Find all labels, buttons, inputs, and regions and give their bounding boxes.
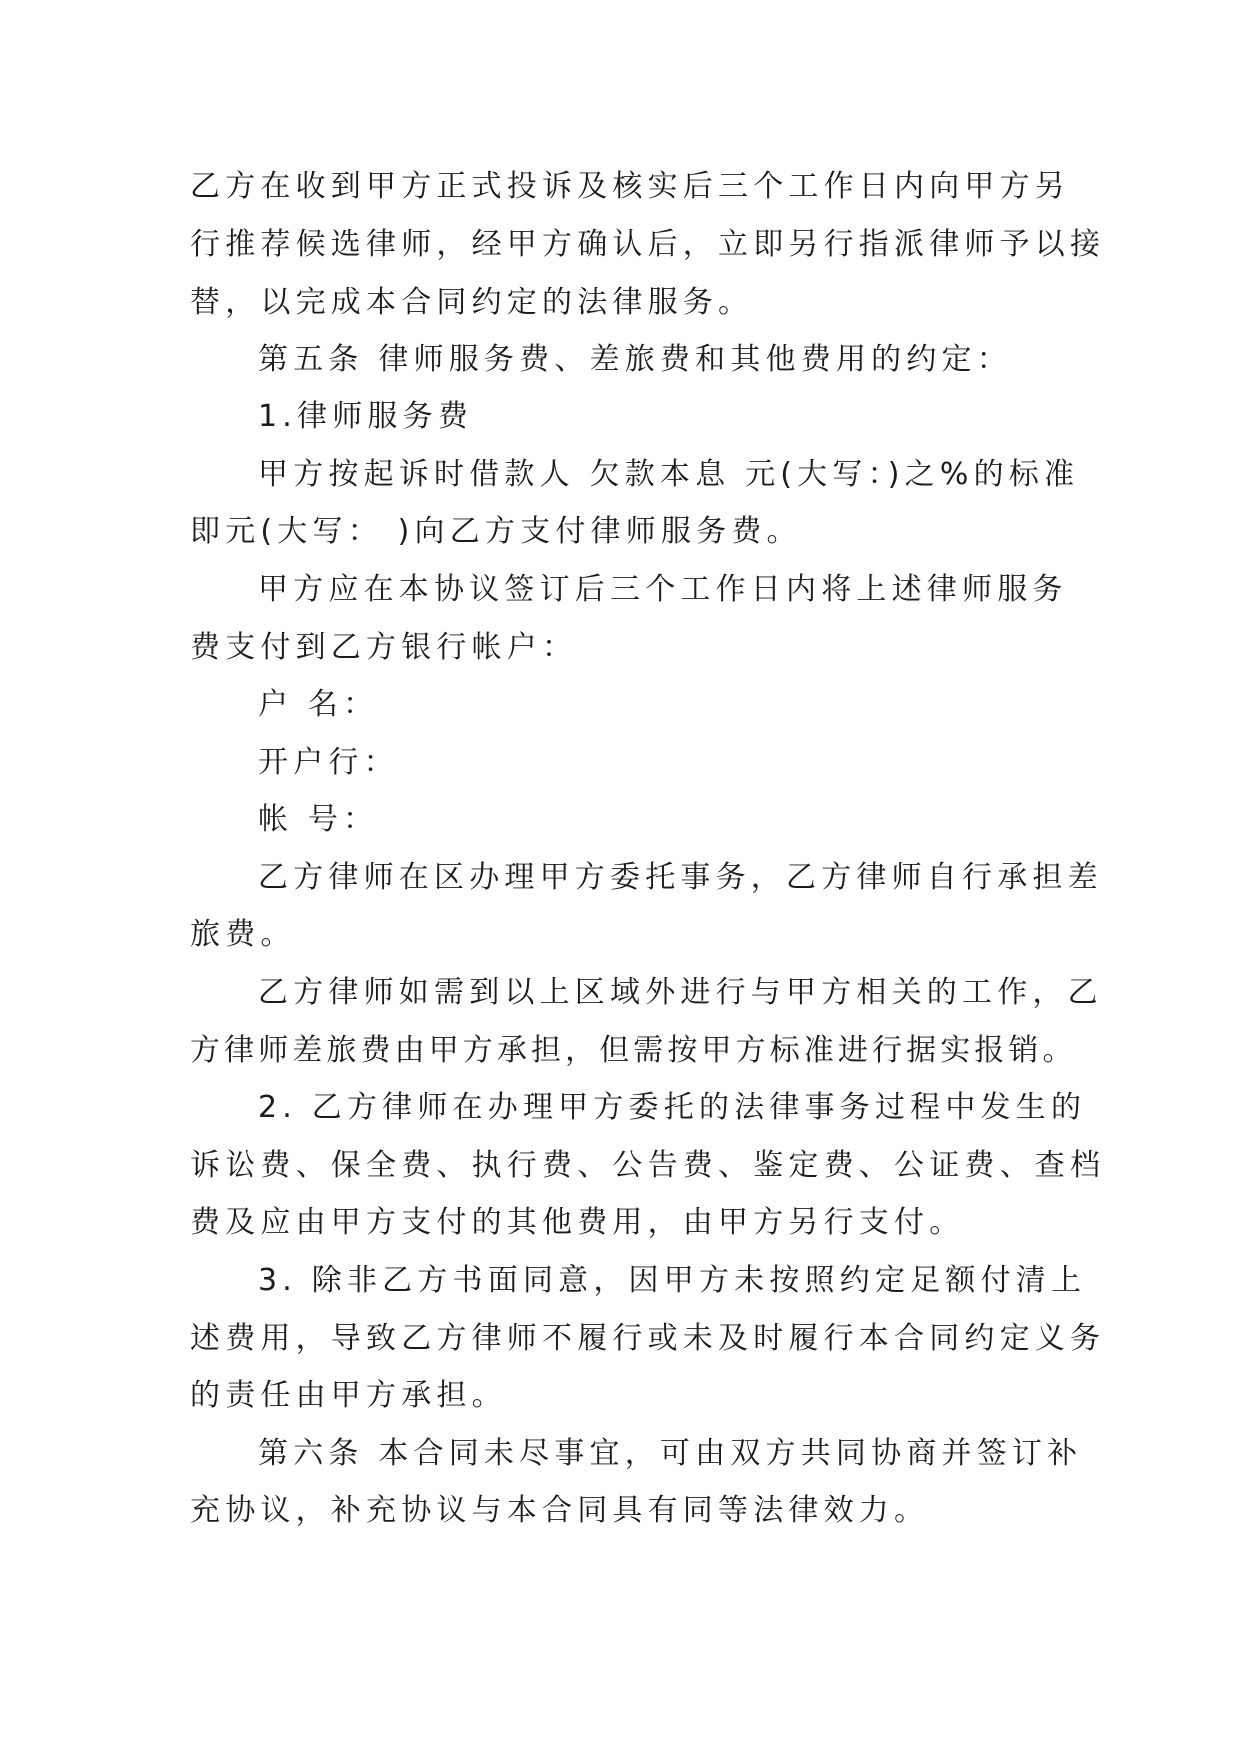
section-heading: 1.律师服务费: [258, 399, 474, 434]
text-line: 方律师差旅费由甲方承担，但需按甲方标准进行据实报销。: [190, 1033, 1077, 1068]
account-name-label: 户 名：: [258, 687, 379, 722]
bank-name-label: 开户行：: [258, 745, 399, 780]
text-line: 乙方律师在区办理甲方委托事务，乙方律师自行承担差: [258, 860, 1103, 895]
text-line: 甲方应在本协议签订后三个工作日内将上述律师服务: [258, 572, 1068, 607]
text-line: 甲方按起诉时借款人 欠款本息 元(大写：)之%的标准: [258, 457, 1080, 492]
text-line: 3. 除非乙方书面同意，因甲方未按照约定足额付清上: [258, 1263, 1087, 1298]
text-line: 的责任由甲方承担。: [190, 1378, 507, 1413]
text-line: 2. 乙方律师在办理甲方委托的法律事务过程中发生的: [258, 1090, 1087, 1125]
article-heading: 第五条 律师服务费、差旅费和其他费用的约定：: [258, 342, 1012, 377]
text-line: 旅费。: [190, 917, 296, 952]
text-line: 述费用，导致乙方律师不履行或未及时履行本合同约定义务: [190, 1321, 1106, 1356]
text-line: 乙方律师如需到以上区域外进行与甲方相关的工作，乙: [258, 975, 1103, 1010]
text-line: 替，以完成本合同约定的法律服务。: [190, 285, 754, 320]
text-line: 费及应由甲方支付的其他费用，由甲方另行支付。: [190, 1205, 965, 1240]
account-number-label: 帐 号：: [258, 802, 379, 837]
text-line: 即元(大写： )向乙方支付律师服务费。: [190, 514, 802, 549]
text-line: 乙方在收到甲方正式投诉及核实后三个工作日内向甲方另: [190, 169, 1070, 204]
text-line: 诉讼费、保全费、执行费、公告费、鉴定费、公证费、查档: [190, 1148, 1106, 1183]
text-line: 充协议，补充协议与本合同具有同等法律效力。: [190, 1493, 930, 1528]
text-line: 费支付到乙方银行帐户：: [190, 630, 578, 665]
article-heading: 第六条 本合同未尽事宜，可由双方共同协商并签订补: [258, 1436, 1083, 1471]
text-line: 行推荐候选律师，经甲方确认后，立即另行指派律师予以接: [190, 227, 1106, 262]
